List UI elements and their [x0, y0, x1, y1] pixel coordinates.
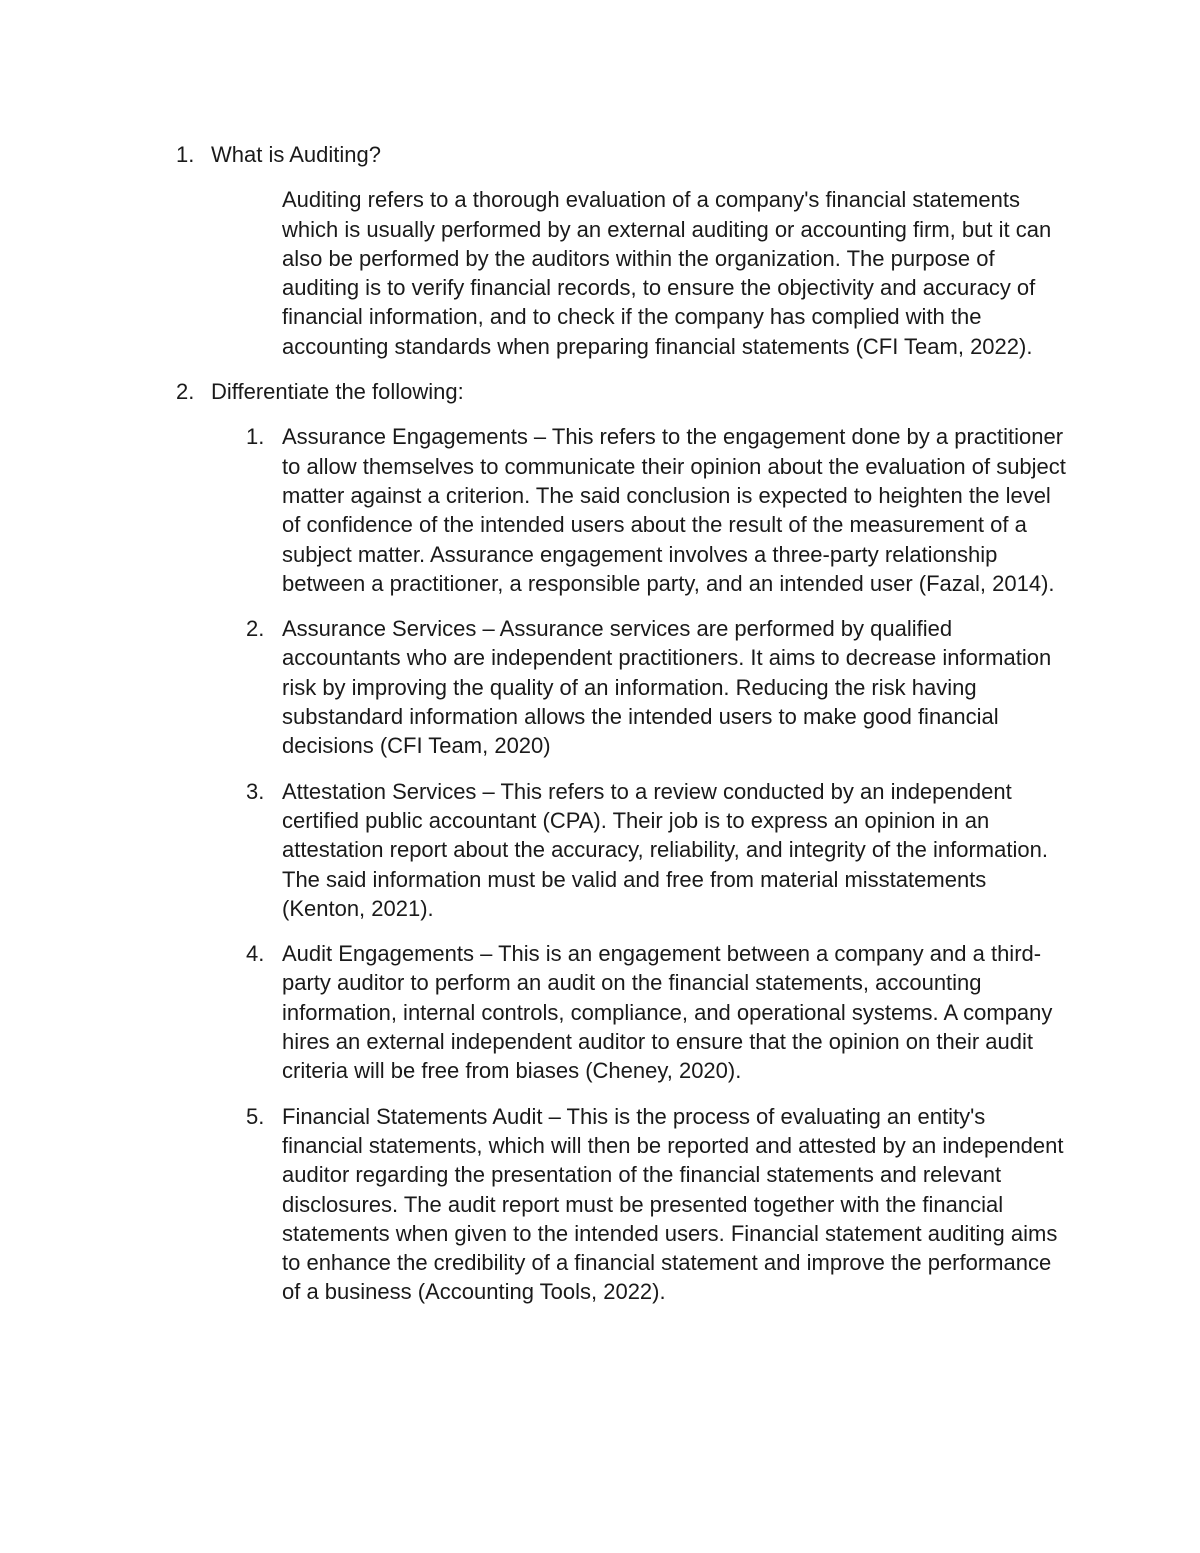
list-item-number: 5.	[246, 1103, 265, 1129]
list-item-number: 1.	[246, 424, 265, 450]
question-1-answer: Auditing refers to a thorough evaluation of a company's financial statements which is usually performed by an external auditing or accounting firm, but it can also be performed by the auditors within the organization. The purpose of auditing is to verify financial records, to ensure the objectivity and accuracy of financial information, and to check if the company has complied with the accounting standards when preparing financial statements (CFI Team, 2022).	[282, 187, 1052, 359]
list-item-text: Financial Statements Audit – This is the process of evaluating an entity's financial statements, which will then be reported and attested by an independent auditor regarding the presentation of the financial statements and relevant disclosures. The audit report must be presented together with the financial statements when given to the intended users. Financial statement auditing aims to enhance the credibility of a financial statement and improve the performance of a business (Accounting Tools, 2022).	[282, 1103, 1064, 1305]
list-item	[0, 777, 1200, 923]
list-item-text: Assurance Engagements – This refers to the engagement done by a practitioner to allow themselves to communicate their opinion about the evaluation of subject matter against a criterion. The said conclusion is expected to heighten the level of confidence of the intended users about the result of the measurement of a subject matter. Assurance engagement involves a three-party relationship between a practitioner, a responsible party, and an intended user (Fazal, 2014).	[282, 424, 1066, 596]
list-item	[0, 614, 1200, 760]
list-item	[0, 422, 1200, 598]
question-2	[0, 377, 1200, 406]
list-item-text: Assurance Services – Assurance services are performed by qualified accountants who are independent practitioners. It aims to decrease information risk by improving the quality of an information. Reducing the risk having substandard information allows the intended users to make good financial decisions (CFI Team, 2020)	[282, 616, 1052, 759]
list-item-number: 4.	[246, 941, 265, 967]
question-1	[0, 140, 1200, 169]
question-2-number: 2.	[176, 379, 195, 405]
list-item-text: Audit Engagements – This is an engagement between a company and a third-party auditor to perform an audit on the financial statements, accounting information, internal controls, compliance, and operational systems. A company hires an external independent auditor to ensure that the opinion on their audit criteria will be free from biases (Cheney, 2020).	[282, 941, 1053, 1084]
list-item-number: 2.	[246, 616, 265, 642]
document-content	[0, 140, 1200, 1307]
question-1-title: What is Auditing?	[211, 142, 381, 167]
list-item	[0, 939, 1200, 1085]
list-item	[0, 1102, 1200, 1307]
question-2-title: Differentiate the following:	[211, 379, 464, 405]
list-item-text: Attestation Services – This refers to a review conducted by an independent certified public accountant (CPA). Their job is to express an opinion in an attestation report about the accuracy, reliability, and integrity of the information. The said information must be valid and free from material misstatements (Kenton, 2021).	[282, 778, 1048, 921]
question-1-number: 1.	[176, 142, 195, 167]
list-item-number: 3.	[246, 778, 265, 804]
